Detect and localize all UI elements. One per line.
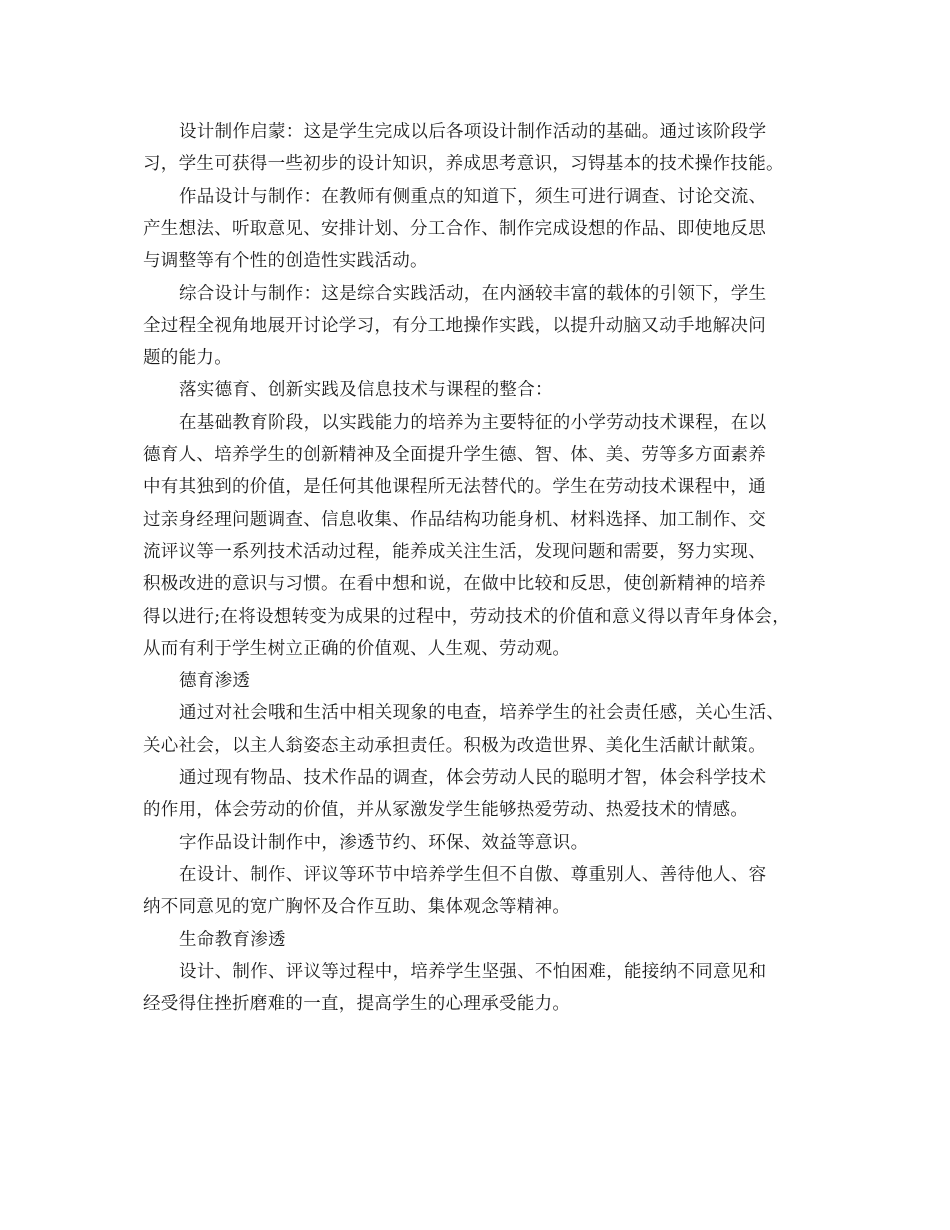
- text-line: 生命教育渗透: [179, 929, 286, 950]
- text-line: 过亲身经理问题调查、信息收集、作品结构功能身机、材料选择、加工制作、交: [143, 509, 766, 530]
- text-line: 设计制作启蒙：这是学生完成以后各项设计制作活动的基础。通过该阶段学: [179, 122, 767, 142]
- text-line: 在基础教育阶段，以实践能力的培养为主要特征的小学劳动技术课程，在以: [179, 412, 767, 433]
- text-line: 通过现有物品、技术作品的调查，体会劳动人民的聪明才智，体会科学技术: [179, 768, 767, 788]
- text-line: 积极改进的意识与习惯。在看中想和说，在做中比较和反思，使创新精神的培养: [143, 574, 766, 595]
- text-line: 设计、制作、评议等过程中，培养学生坚强、不怕困难，能接纳不同意见和: [179, 961, 767, 982]
- text-line: 通过对社会哦和生活中相关现象的电查，培养学生的社会责任感，关心生活、: [179, 703, 785, 724]
- text-line: 字作品设计制作中，渗透节约、环保、效益等意识。: [179, 832, 589, 853]
- text-line: 纳不同意见的宽广胸怀及合作互助、集体观念等精神。: [143, 897, 571, 918]
- text-line: 在设计、制作、评议等环节中培养学生但不自傲、尊重别人、善待他人、容: [179, 864, 767, 885]
- text-line: 落实德育、创新实践及信息技术与课程的整合：: [179, 380, 553, 401]
- text-line: 与调整等有个性的创造性实践活动。: [143, 251, 428, 272]
- text-line: 作品设计与制作：在教师有侧重点的知道下，须生可进行调查、讨论交流、: [179, 186, 767, 207]
- text-line: 经受得住挫折磨难的一直，提高学生的心理承受能力。: [143, 994, 571, 1015]
- text-line: 德育人、培养学生的创新精神及全面提升学生德、智、体、美、劳等多方面素养: [143, 445, 766, 465]
- text-line: 德育渗透: [179, 671, 251, 692]
- text-line: 全过程全视角地展开讨论学习，有分工地操作实践，以提升动脑又动手地解决问: [143, 315, 766, 336]
- text-line: 产生想法、听取意见、安排计划、分工合作、制作完成设想的作品、即使地反思: [143, 218, 766, 239]
- text-line: 的作用，体会劳动的价值，并从冢激发学生能够热爱劳动、热爱技术的情感。: [143, 800, 749, 821]
- text-line: 关心社会，以主人翁姿态主动承担责任。积极为改造世界、美化生活献计献策。: [143, 735, 766, 756]
- text-line: 得以进行;在将设想转变为成果的过程中，劳动技术的价值和意义得以青年身体会，: [143, 606, 790, 627]
- text-line: 中有其独到的价值，是任何其他课程所无法替代的。学生在劳动技术课程中，通: [143, 477, 766, 498]
- text-line: 流评议等一系列技术活动过程，能养成关注生活，发现问题和需要，努力实现、: [143, 541, 766, 562]
- text-line: 从而有利于学生树立正确的价值观、人生观、劳动观。: [143, 638, 571, 659]
- text-line: 习，学生可获得一些初步的设计知识，养成思考意识，习锝基本的技术操作技能。: [143, 154, 784, 175]
- text-line: 题的能力。: [143, 348, 232, 369]
- text-line: 综合设计与制作：这是综合实践活动，在内涵较丰富的载体的引领下，学生: [179, 283, 767, 304]
